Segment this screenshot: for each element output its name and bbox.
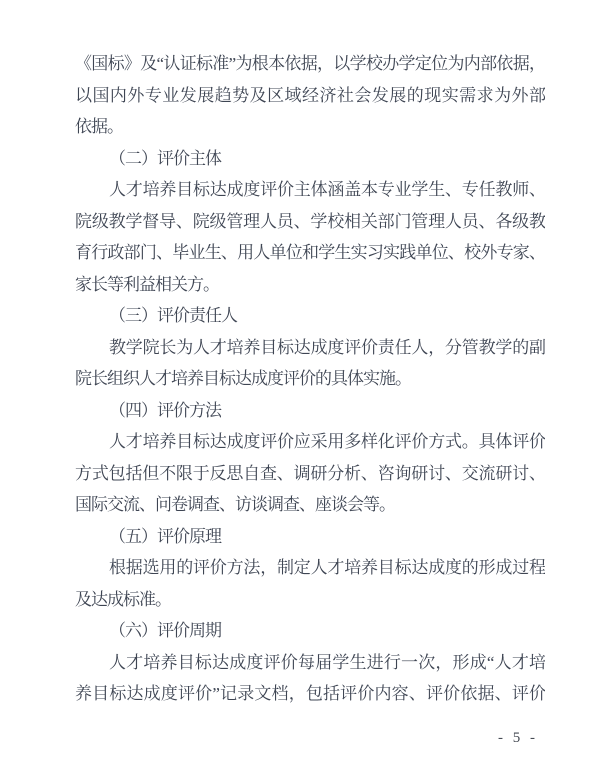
text-line: 院长组织人才培养目标达成度评价的具体实施。 [75,369,411,388]
text-line: 方式包括但不限于反思自查、调研分析、咨询研讨、交流研讨、 [75,463,545,483]
text-line: 人才培养目标达成度评价应采用多样化评价方式。具体评价 [109,432,545,451]
section-heading: （二）评价主体 [109,148,221,168]
text-line: 院级教学督导、院级管理人员、学校相关部门管理人员、各级教 [75,211,545,231]
text-line: 育行政部门、毕业生、用人单位和学生实习实践单位、校外专家、 [75,243,545,262]
section-heading: （四）评价方法 [109,400,221,420]
section-heading: （六）评价周期 [109,621,221,640]
text-line: 人才培养目标达成度评价每届学生进行一次，形成“人才培 [109,652,545,672]
text-line: 养目标达成度评价”记录文档，包括评价内容、评价依据、评价 [75,684,545,703]
text-line: 国际交流、问卷调查、访谈调查、座谈会等。 [75,495,395,514]
page-number: - 5 - [498,730,538,746]
text-line: 依据。 [75,117,123,136]
text-line: 家长等利益相关方。 [75,274,219,294]
text-line: 及达成标准。 [75,589,171,609]
text-line: 教学院长为人才培养目标达成度评价责任人，分管教学的副 [109,337,545,357]
section-heading: （五）评价原理 [109,526,221,546]
text-line: 《国标》及“认证标准”为根本依据，以学校办学定位为内部依据， [75,54,545,73]
text-line: 以国内外专业发展趋势及区域经济社会发展的现实需求为外部 [75,85,545,105]
text-line: 人才培养目标达成度评价主体涵盖本专业学生、专任教师、 [109,180,545,199]
document-text-block [75,48,545,710]
text-line: 根据选用的评价方法，制定人才培养目标达成度的形成过程 [109,558,545,577]
section-heading: （三）评价责任人 [109,306,237,325]
